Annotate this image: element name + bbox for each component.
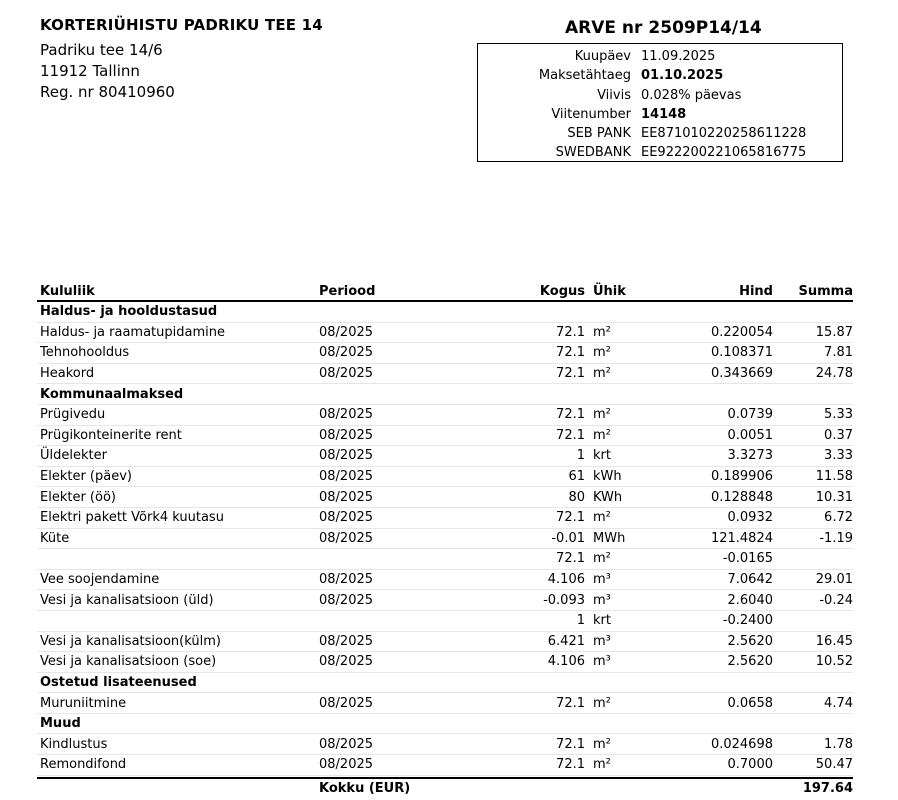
section-row xyxy=(37,302,853,323)
table-row xyxy=(37,323,853,344)
cell-sum: -1.19 xyxy=(819,530,853,546)
section-title: Muud xyxy=(40,716,81,732)
cell-sum: 5.33 xyxy=(824,407,853,423)
cell-period: 08/2025 xyxy=(319,757,374,773)
company-city: 11912 Tallinn xyxy=(40,62,140,80)
cell-period: 08/2025 xyxy=(319,366,374,382)
cell-unit: krt xyxy=(593,448,611,464)
header-price: Hind xyxy=(739,284,773,299)
cell-unit: m² xyxy=(593,551,611,567)
info-row xyxy=(478,143,842,162)
table-row xyxy=(37,487,853,508)
cell-price: 0.0051 xyxy=(727,427,773,443)
cell-qty: 72.1 xyxy=(556,551,585,567)
table-row xyxy=(37,467,853,488)
cell-qty: 1 xyxy=(576,613,585,629)
cell-period: 08/2025 xyxy=(319,489,374,505)
info-label: Maksetähtaeg xyxy=(538,68,631,84)
info-row xyxy=(478,66,842,85)
cell-unit: kWh xyxy=(593,469,622,485)
info-label: Viivis xyxy=(597,87,631,103)
cell-unit: m² xyxy=(593,510,611,526)
cell-sum: 24.78 xyxy=(815,366,853,382)
header-unit: Ühik xyxy=(593,284,626,299)
cell-period: 08/2025 xyxy=(319,633,374,649)
cell-qty: 72.1 xyxy=(556,427,585,443)
cell-item: Vesi ja kanalisatsioon(külm) xyxy=(40,633,221,649)
cell-qty: 72.1 xyxy=(556,324,585,340)
table-row xyxy=(37,590,853,611)
cell-qty: 61 xyxy=(568,469,585,485)
cell-qty: 72.1 xyxy=(556,366,585,382)
cell-period: 08/2025 xyxy=(319,572,374,588)
cell-unit: m² xyxy=(593,695,611,711)
cell-item: Prügikonteinerite rent xyxy=(40,427,182,443)
invoice-title xyxy=(565,18,762,38)
cell-price: 0.220054 xyxy=(710,324,773,340)
cell-sum: 16.45 xyxy=(815,633,853,649)
cell-item: Muruniitmine xyxy=(40,695,127,711)
cell-item: Elekter (öö) xyxy=(40,489,116,505)
info-label: SEB PANK xyxy=(567,126,631,142)
table-row xyxy=(37,343,853,364)
cell-qty: -0.01 xyxy=(551,530,585,546)
cell-period: 08/2025 xyxy=(319,510,374,526)
cell-unit: m³ xyxy=(593,654,611,670)
cell-sum: 50.47 xyxy=(815,757,853,773)
info-row xyxy=(478,105,842,124)
cell-item: Vesi ja kanalisatsioon (üld) xyxy=(40,592,214,608)
table-header xyxy=(37,281,853,302)
table-row xyxy=(37,755,853,776)
total-value: 197.64 xyxy=(802,781,853,797)
cell-period: 08/2025 xyxy=(319,695,374,711)
header-item: Kululiik xyxy=(40,284,95,299)
cell-unit: m² xyxy=(593,757,611,773)
cell-item: Elekter (päev) xyxy=(40,469,132,485)
cell-period: 08/2025 xyxy=(319,407,374,423)
table-row xyxy=(37,529,853,550)
cell-item: Kindlustus xyxy=(40,736,108,752)
info-row xyxy=(478,47,842,66)
cell-unit: m² xyxy=(593,345,611,361)
table-row xyxy=(37,364,853,385)
table-row xyxy=(37,693,853,714)
info-row xyxy=(478,124,842,143)
info-value: 0.028% päevas xyxy=(641,87,742,103)
cell-qty: 72.1 xyxy=(556,695,585,711)
cell-sum: 29.01 xyxy=(815,572,853,588)
company-address: Padriku tee 14/6 xyxy=(40,41,163,59)
cell-sum: 6.72 xyxy=(824,510,853,526)
cell-qty: 4.106 xyxy=(547,572,585,588)
cell-item: Heakord xyxy=(40,366,95,382)
cell-item: Haldus- ja raamatupidamine xyxy=(40,324,225,340)
cell-sum: 4.74 xyxy=(824,695,853,711)
section-row xyxy=(37,384,853,405)
company-reg-number: Reg. nr 80410960 xyxy=(40,83,175,101)
cell-price: 0.024698 xyxy=(710,736,773,752)
cell-period: 08/2025 xyxy=(319,345,374,361)
cell-sum: 10.52 xyxy=(815,654,853,670)
table-row xyxy=(37,632,853,653)
cell-period: 08/2025 xyxy=(319,530,374,546)
table-row xyxy=(37,611,853,632)
cell-item: Tehnohooldus xyxy=(40,345,130,361)
invoice-info-box xyxy=(477,43,843,162)
invoice-number: 2509P14/14 xyxy=(648,18,762,38)
cell-price: 7.0642 xyxy=(727,572,773,588)
cell-price: 3.3273 xyxy=(727,448,773,464)
total-label: Kokku (EUR) xyxy=(319,781,411,797)
cell-item: Küte xyxy=(40,530,70,546)
cell-qty: 1 xyxy=(576,448,585,464)
cell-item: Elektri pakett Võrk4 kuutasu xyxy=(40,510,224,526)
cell-price: 0.0932 xyxy=(727,510,773,526)
invoice-table xyxy=(37,281,853,799)
cell-period: 08/2025 xyxy=(319,654,374,670)
cell-unit: KWh xyxy=(593,489,623,505)
cell-qty: -0.093 xyxy=(543,592,585,608)
cell-unit: m² xyxy=(593,427,611,443)
cell-period: 08/2025 xyxy=(319,448,374,464)
cell-price: 0.108371 xyxy=(710,345,773,361)
cell-sum: 10.31 xyxy=(815,489,853,505)
cell-qty: 72.1 xyxy=(556,407,585,423)
info-row xyxy=(478,86,842,105)
cell-price: 0.189906 xyxy=(710,469,773,485)
cell-sum: 3.33 xyxy=(824,448,853,464)
info-label: Viitenumber xyxy=(551,106,631,122)
cell-price: 2.5620 xyxy=(727,654,773,670)
cell-unit: m² xyxy=(593,366,611,382)
cell-unit: m³ xyxy=(593,633,611,649)
cell-price: 0.0658 xyxy=(727,695,773,711)
cell-price: 0.128848 xyxy=(710,489,773,505)
cell-unit: m² xyxy=(593,736,611,752)
cell-price: 0.7000 xyxy=(727,757,773,773)
cell-item: Vesi ja kanalisatsioon (soe) xyxy=(40,654,217,670)
cell-qty: 80 xyxy=(568,489,585,505)
section-row xyxy=(37,714,853,735)
cell-sum: 11.58 xyxy=(815,469,853,485)
table-row xyxy=(37,405,853,426)
info-value: EE871010220258611228 xyxy=(641,126,807,142)
cell-period: 08/2025 xyxy=(319,592,374,608)
info-value: EE922200221065816775 xyxy=(641,145,807,161)
cell-item: Üldelekter xyxy=(40,448,107,464)
table-row xyxy=(37,446,853,467)
company-block xyxy=(40,16,323,103)
info-label: Kuupäev xyxy=(574,49,631,64)
header-sum: Summa xyxy=(798,284,853,299)
cell-sum: -0.24 xyxy=(819,592,853,608)
cell-unit: m³ xyxy=(593,572,611,588)
table-row xyxy=(37,549,853,570)
cell-item: Prügivedu xyxy=(40,407,106,423)
cell-price: 2.6040 xyxy=(727,592,773,608)
cell-unit: m³ xyxy=(593,592,611,608)
section-title: Ostetud lisateenused xyxy=(40,674,197,690)
cell-qty: 72.1 xyxy=(556,510,585,526)
company-name: KORTERIÜHISTU PADRIKU TEE 14 xyxy=(40,16,323,34)
table-body xyxy=(37,302,853,776)
cell-unit: m² xyxy=(593,324,611,340)
cell-qty: 72.1 xyxy=(556,736,585,752)
section-title: Kommunaalmaksed xyxy=(40,386,184,402)
table-row xyxy=(37,570,853,591)
info-label: SWEDBANK xyxy=(555,145,631,161)
cell-qty: 4.106 xyxy=(547,654,585,670)
info-value: 01.10.2025 xyxy=(641,68,724,84)
cell-period: 08/2025 xyxy=(319,324,374,340)
cell-unit: krt xyxy=(593,613,611,629)
table-row xyxy=(37,426,853,447)
table-row xyxy=(37,734,853,755)
info-value: 14148 xyxy=(641,106,687,122)
cell-price: -0.2400 xyxy=(722,613,773,629)
cell-qty: 72.1 xyxy=(556,345,585,361)
cell-qty: 72.1 xyxy=(556,757,585,773)
cell-unit: m² xyxy=(593,407,611,423)
info-value: 11.09.2025 xyxy=(641,49,716,64)
cell-period: 08/2025 xyxy=(319,469,374,485)
cell-price: -0.0165 xyxy=(722,551,773,567)
invoice-title-label: ARVE nr xyxy=(565,18,643,38)
cell-period: 08/2025 xyxy=(319,427,374,443)
section-title: Haldus- ja hooldustasud xyxy=(40,304,218,320)
cell-price: 0.0739 xyxy=(727,407,773,423)
section-row xyxy=(37,673,853,694)
header-period: Periood xyxy=(319,284,376,299)
cell-item: Vee soojendamine xyxy=(40,572,160,588)
cell-sum: 1.78 xyxy=(824,736,853,752)
cell-item: Remondifond xyxy=(40,757,127,773)
table-row xyxy=(37,652,853,673)
cell-price: 121.4824 xyxy=(710,530,773,546)
header-qty: Kogus xyxy=(539,284,585,299)
cell-price: 0.343669 xyxy=(710,366,773,382)
total-row xyxy=(37,777,853,799)
cell-period: 08/2025 xyxy=(319,736,374,752)
cell-price: 2.5620 xyxy=(727,633,773,649)
table-row xyxy=(37,508,853,529)
cell-unit: MWh xyxy=(593,530,626,546)
cell-qty: 6.421 xyxy=(547,633,585,649)
cell-sum: 7.81 xyxy=(824,345,853,361)
cell-sum: 15.87 xyxy=(815,324,853,340)
cell-sum: 0.37 xyxy=(824,427,853,443)
